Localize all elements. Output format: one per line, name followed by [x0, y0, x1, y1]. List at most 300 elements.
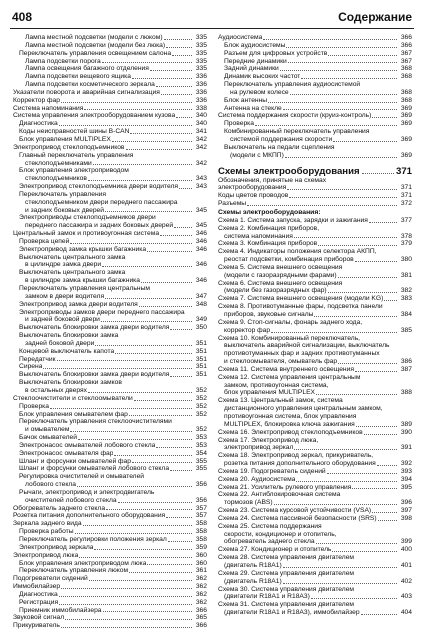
- toc-page-number: 335: [195, 41, 207, 49]
- toc-entry-title: Разъем для цифровых устройств: [224, 49, 328, 57]
- toc-page-number: 343: [195, 183, 207, 191]
- toc-entry[interactable]: [13, 120, 207, 128]
- leader-dots: [372, 117, 397, 118]
- toc-page-number: 346: [195, 230, 207, 238]
- leader-dots: [328, 292, 397, 293]
- toc-entry[interactable]: [13, 536, 207, 544]
- toc-entry-title: розетка питания дополнительного оборудования: [224, 460, 376, 468]
- leader-dots: [316, 543, 397, 544]
- toc-entry[interactable]: [13, 238, 207, 246]
- leader-dots: [355, 371, 397, 372]
- toc-entry[interactable]: [218, 444, 412, 452]
- leader-dots: [61, 627, 192, 628]
- toc-page-number: 403: [400, 593, 412, 601]
- toc-entry[interactable]: [13, 128, 207, 136]
- toc-entry[interactable]: [218, 499, 412, 507]
- leader-dots: [362, 173, 394, 174]
- toc-entry-title: электрооборудования: [218, 184, 287, 192]
- toc-entry-title: Проверка работы: [19, 528, 74, 536]
- leader-dots: [132, 78, 192, 79]
- toc-entry-text: Схема 13. Центральный замок, система: [218, 397, 343, 405]
- toc-entry[interactable]: [218, 578, 412, 586]
- leader-dots: [338, 277, 397, 278]
- leader-dots: [172, 55, 192, 56]
- toc-entry[interactable]: [13, 505, 207, 513]
- toc-entry-title: Обогреватель заднего стекла: [13, 504, 106, 512]
- toc-entry[interactable]: [13, 560, 207, 568]
- toc-entry[interactable]: [13, 528, 207, 536]
- toc-entry-title: Бачок омывателей: [19, 434, 77, 442]
- leader-dots: [294, 449, 397, 450]
- toc-entry-title: Лампа освещения багажного отделения: [25, 65, 149, 73]
- toc-entry[interactable]: [13, 442, 207, 450]
- toc-entry[interactable]: [13, 42, 207, 50]
- toc-page-number: 360: [195, 559, 207, 567]
- toc-entry-title: системой поддержания скорости: [230, 135, 333, 143]
- toc-entry-title: стеклоподъемников: [25, 175, 87, 183]
- toc-entry[interactable]: [13, 356, 207, 364]
- leader-dots: [59, 604, 192, 605]
- toc-entry[interactable]: [218, 112, 412, 120]
- toc-entry-title: Переключатель управления освещением салона: [19, 49, 172, 57]
- toc-entry[interactable]: [13, 246, 207, 254]
- leader-dots: [79, 557, 192, 558]
- toc-entry-title: Блок управления омывателем фар: [19, 410, 128, 418]
- toc-entry-title: Электропривод стеклоподъемников: [13, 143, 125, 151]
- toc-entry-text: Схема 31. Система управления двигателем: [218, 601, 355, 609]
- leader-dots: [156, 447, 192, 448]
- leader-dots: [377, 465, 397, 466]
- toc-entry[interactable]: [13, 73, 207, 81]
- leader-dots: [285, 157, 397, 158]
- toc-page-number: 345: [195, 222, 207, 230]
- toc-page-number: 390: [400, 428, 412, 436]
- leader-dots: [280, 70, 397, 71]
- toc-entry[interactable]: [218, 120, 412, 128]
- toc-entry[interactable]: [13, 387, 207, 395]
- toc-entry-title: в цилиндре замка крышки багажника: [25, 277, 140, 285]
- leader-dots: [356, 426, 397, 427]
- toc-page-number: 367: [400, 57, 412, 65]
- toc-entry[interactable]: [13, 324, 207, 332]
- toc-entry[interactable]: [13, 403, 207, 411]
- toc-page-number: 368: [400, 88, 412, 96]
- toc-entry-text: Переключатель управления центральным: [19, 285, 151, 292]
- toc-entry[interactable]: [13, 207, 207, 215]
- leader-dots: [70, 243, 192, 244]
- leader-dots: [78, 439, 192, 440]
- toc-entry[interactable]: [13, 371, 207, 379]
- toc-entry[interactable]: [218, 468, 412, 476]
- toc-page-number: 352: [195, 426, 207, 434]
- leader-dots: [101, 321, 192, 322]
- toc-entry-title: MULTIPLEX, блокировка ключа зажигания: [224, 420, 355, 428]
- leader-dots: [271, 332, 397, 333]
- toc-entry[interactable]: [218, 515, 412, 523]
- leader-dots: [361, 614, 397, 615]
- toc-entry-title: Схема 23. Система курсовой устойчивости (VSA): [218, 507, 372, 515]
- leader-dots: [287, 189, 397, 190]
- toc-entry-title: лобового стекла: [25, 481, 76, 489]
- toc-entry[interactable]: [218, 507, 412, 515]
- toc-page-number: 383: [400, 295, 412, 303]
- toc-page-number: 368: [400, 73, 412, 81]
- toc-entry[interactable]: [13, 301, 207, 309]
- toc-entry[interactable]: [13, 575, 207, 583]
- toc-page-number: 355: [195, 457, 207, 465]
- toc-entry-text: Электроприводы стеклоподъемников двери: [19, 214, 156, 222]
- leader-dots: [141, 282, 192, 283]
- toc-entry-text: Переключатель управления стеклоочистителями: [19, 418, 172, 426]
- toc-page-number: 387: [400, 365, 412, 373]
- toc-spacer: [218, 160, 412, 164]
- toc-entry[interactable]: [218, 366, 412, 374]
- toc-entry[interactable]: [218, 89, 412, 97]
- toc-entry[interactable]: [13, 175, 207, 183]
- toc-entry[interactable]: [13, 614, 207, 622]
- toc-entry[interactable]: [218, 73, 412, 81]
- toc-entry-title: (двигатель R18A1): [224, 562, 282, 569]
- toc-entry-title: Центральный замок и противоугонная система: [13, 230, 160, 238]
- toc-entry[interactable]: [218, 327, 412, 335]
- toc-page-number: 351: [195, 363, 207, 371]
- toc-page-number: 381: [400, 271, 412, 279]
- toc-page-number: 356: [195, 496, 207, 504]
- toc-page-number: 336: [195, 88, 207, 96]
- toc-entry[interactable]: [218, 105, 412, 113]
- toc-page-number: 402: [400, 577, 412, 585]
- toc-entry-text: Комбинированный переключатель управления: [224, 128, 370, 136]
- toc-page-number: 357: [195, 504, 207, 512]
- leader-dots: [355, 261, 397, 262]
- toc-entry-title: и задней боковой двери: [25, 316, 100, 324]
- toc-page-number: 369: [400, 104, 412, 112]
- leader-dots: [75, 533, 192, 534]
- toc-entry-title: Лампа подсветки порога: [25, 57, 101, 65]
- toc-entry-title: Антенна на стекле: [224, 104, 282, 112]
- leader-dots: [179, 188, 192, 189]
- toc-entry[interactable]: [13, 622, 207, 630]
- toc-entry[interactable]: [218, 562, 412, 570]
- toc-entry[interactable]: [13, 81, 207, 89]
- toc-entry[interactable]: [13, 293, 207, 301]
- toc-entry-title: Схема 19. Подогреватель сидений: [218, 467, 326, 475]
- toc-section-heading[interactable]: [218, 166, 412, 177]
- toc-entry-text: Обозначения, принятые на схемах: [218, 176, 327, 184]
- toc-entry[interactable]: [13, 434, 207, 442]
- toc-entry[interactable]: [13, 426, 207, 434]
- toc-entry[interactable]: [13, 348, 207, 356]
- toc-entry-title: Сирена: [19, 363, 43, 371]
- toc-entry-text: Схема 6. Система внешнего освещения: [218, 279, 343, 287]
- toc-entry-title: электропривод зеркал: [224, 444, 294, 452]
- toc-entry-title: Стеклоочистители и стеклоомыватели: [13, 394, 133, 402]
- toc-entry[interactable]: [13, 261, 207, 269]
- toc-page-number: 362: [195, 590, 207, 598]
- toc-entry-title: (модели без газоразрядных фар): [224, 287, 327, 295]
- toc-entry[interactable]: [218, 42, 412, 50]
- leader-dots: [290, 94, 397, 95]
- leader-dots: [301, 78, 397, 79]
- toc-entry-title: Система поддержания скорости (круиз-контроль): [218, 112, 372, 120]
- toc-entry[interactable]: [218, 421, 412, 429]
- toc-entry[interactable]: [13, 363, 207, 371]
- toc-page-number: 388: [400, 389, 412, 397]
- toc-entry-title: Шланг и форсунки омывателей фар: [19, 457, 131, 465]
- toc-entry[interactable]: [218, 152, 412, 160]
- toc-entry[interactable]: [218, 256, 412, 264]
- toc-page-number: 366: [195, 606, 207, 614]
- toc-page-number: 384: [400, 311, 412, 318]
- leader-dots: [59, 596, 192, 597]
- leader-dots: [160, 235, 192, 236]
- toc-entry[interactable]: [13, 160, 207, 168]
- toc-entry[interactable]: [218, 460, 412, 468]
- toc-entry-text: Схема 29. Система управления двигателем: [218, 569, 355, 577]
- toc-entry-text: Рычаги, электропривод и электродвигатель: [19, 488, 155, 496]
- toc-entry[interactable]: [13, 144, 207, 152]
- leader-dots: [105, 298, 192, 299]
- toc-entry-title: Звуковой сигнал: [13, 614, 65, 622]
- leader-dots: [103, 611, 192, 612]
- toc-entry[interactable]: [13, 58, 207, 66]
- leader-dots: [83, 525, 192, 526]
- leader-dots: [255, 125, 397, 126]
- toc-page-number: 398: [400, 514, 412, 522]
- toc-entry[interactable]: [218, 58, 412, 66]
- toc-entry[interactable]: [13, 97, 207, 105]
- leader-dots: [170, 376, 192, 377]
- leader-dots: [164, 39, 192, 40]
- toc-page-number: 335: [195, 34, 207, 41]
- toc-page-number: 353: [195, 434, 207, 442]
- toc-page-number: 369: [400, 135, 412, 143]
- leader-dots: [364, 434, 397, 435]
- toc-entry[interactable]: [218, 311, 412, 319]
- toc-page-number: 368: [400, 65, 412, 73]
- toc-entry-title: Подогреватели сидений: [13, 575, 88, 583]
- toc-entry-text: Главный переключатель управления: [19, 151, 134, 159]
- toc-entry[interactable]: [218, 184, 412, 192]
- toc-page-number: 386: [400, 358, 412, 366]
- leader-dots: [288, 62, 397, 63]
- toc-entry[interactable]: [218, 609, 412, 617]
- leader-dots: [65, 619, 192, 620]
- toc-entry[interactable]: [13, 395, 207, 403]
- leader-dots: [378, 520, 397, 521]
- leader-dots: [150, 70, 192, 71]
- toc-entry-title: Концевой выключатель капота: [19, 347, 115, 355]
- toc-entry[interactable]: [218, 50, 412, 58]
- toc-entry[interactable]: [13, 105, 207, 113]
- toc-page-number: 346: [195, 277, 207, 285]
- toc-entry[interactable]: [13, 583, 207, 591]
- leader-dots: [352, 488, 397, 489]
- toc-entry[interactable]: [13, 50, 207, 58]
- toc-page-number: 346: [195, 237, 207, 245]
- leader-dots: [59, 125, 192, 126]
- toc-page-number: 400: [400, 546, 412, 554]
- toc-entry-text: Выключатель центрального замка: [19, 253, 126, 261]
- toc-entry[interactable]: [218, 538, 412, 546]
- toc-entry[interactable]: [13, 222, 207, 230]
- toc-entry[interactable]: [13, 340, 207, 348]
- toc-entry-title: Блок управления электроприводом люка: [19, 559, 147, 567]
- toc-entry[interactable]: [218, 240, 412, 248]
- toc-entry-title: Розетка питания дополнительного оборудования: [13, 512, 166, 520]
- toc-entry[interactable]: [13, 544, 207, 552]
- toc-page-number: 358: [195, 536, 207, 543]
- toc-entry-title: Лампа подсветки косметического зеркала: [25, 81, 155, 89]
- toc-entry[interactable]: [218, 200, 412, 208]
- toc-entry[interactable]: [13, 183, 207, 191]
- toc-entry-title: скорости, кондиционер и отопитель,: [224, 530, 337, 538]
- toc-entry-title: стеклоподъемниками: [25, 159, 92, 167]
- toc-page-number: 394: [400, 475, 412, 483]
- toc-entry-title: (модели с МКПП): [230, 151, 284, 159]
- toc-page-number: 352: [195, 402, 207, 410]
- toc-entry-title: блок управления MULTIPLEX: [224, 389, 316, 397]
- toc-entry-title: система напоминания: [224, 232, 293, 240]
- toc-entry[interactable]: [218, 287, 412, 295]
- toc-entry[interactable]: [218, 136, 412, 144]
- toc-entry[interactable]: [218, 295, 412, 303]
- toc-entry-title: и стеклоомывателя, омыватель фар: [224, 358, 338, 366]
- toc-entry[interactable]: [13, 316, 207, 324]
- toc-page-number: 358: [195, 528, 207, 536]
- leader-dots: [129, 572, 192, 573]
- toc-entry[interactable]: [13, 591, 207, 599]
- toc-entry[interactable]: [13, 481, 207, 489]
- toc-entry[interactable]: [13, 552, 207, 560]
- toc-entry-title: замком в двери водителя: [25, 292, 105, 300]
- toc-entry[interactable]: [13, 450, 207, 458]
- toc-page-number: 366: [400, 41, 412, 49]
- toc-entry-title: Диагностика: [19, 590, 58, 598]
- toc-entry-text: Схема 10. Комбинированный переключатель,: [218, 334, 361, 342]
- toc-entry[interactable]: [13, 112, 207, 120]
- toc-page-number: 368: [400, 96, 412, 104]
- toc-entry[interactable]: [218, 97, 412, 105]
- leader-dots: [147, 564, 192, 565]
- toc-entry[interactable]: [13, 136, 207, 144]
- toc-entry[interactable]: [218, 217, 412, 225]
- toc-entry[interactable]: [13, 607, 207, 615]
- toc-entry[interactable]: [13, 497, 207, 505]
- toc-entry-title: Задний динамики: [224, 65, 279, 73]
- toc-entry-text: Схема 17. Электропривод люка,: [218, 436, 319, 444]
- toc-entry[interactable]: [13, 89, 207, 97]
- toc-entry[interactable]: [218, 429, 412, 437]
- toc-section-title: Схемы электрооборудования: [218, 165, 360, 177]
- toc-entry[interactable]: [218, 358, 412, 366]
- toc-page-number: 360: [195, 551, 207, 559]
- toc-entry-text: Схема 25. Система поддержания: [218, 522, 322, 530]
- leader-dots: [134, 400, 192, 401]
- leader-dots: [328, 55, 397, 56]
- leader-dots: [112, 141, 192, 142]
- toc-entry[interactable]: [218, 192, 412, 200]
- toc-entry[interactable]: [13, 230, 207, 238]
- toc-entry[interactable]: [13, 167, 207, 175]
- leader-dots: [283, 109, 397, 110]
- toc-page-number: 362: [195, 598, 207, 606]
- toc-page-number: 392: [400, 460, 412, 468]
- toc-entry[interactable]: [218, 546, 412, 554]
- toc-page-number: 351: [195, 355, 207, 363]
- toc-entry[interactable]: [13, 277, 207, 285]
- toc-page-number: 365: [195, 614, 207, 622]
- leader-dots: [84, 109, 192, 110]
- toc-entry[interactable]: [13, 567, 207, 575]
- toc-entry-title: приборов, звуковые сигналы: [224, 311, 314, 318]
- toc-entry-title: Схема 3. Комбинация приборов: [218, 240, 318, 248]
- toc-entry[interactable]: [13, 520, 207, 528]
- leader-dots: [139, 306, 192, 307]
- toc-page-number: 352: [195, 386, 207, 394]
- leader-dots: [283, 567, 397, 568]
- toc-entry[interactable]: [13, 512, 207, 520]
- toc-page-number: 351: [195, 371, 207, 379]
- toc-page-number: 366: [195, 622, 207, 630]
- toc-entry-title: Аудиосистема: [218, 34, 263, 41]
- toc-page-number: 358: [195, 520, 207, 528]
- toc-entry-text: Выключатель центрального замка: [19, 269, 126, 277]
- toc-page-number: 349: [195, 316, 207, 324]
- toc-entry-text: Схема 2. Комбинация приборов,: [218, 224, 320, 232]
- toc-page-number: 340: [195, 112, 207, 120]
- toc-entry-text: Выключатель блокировки замков: [19, 379, 122, 387]
- toc-entry[interactable]: [218, 272, 412, 280]
- toc-entry-title: Коды цветов проводов: [218, 192, 289, 200]
- toc-entry-title: Динамик высоких частот: [224, 73, 301, 81]
- toc-page-number: 336: [195, 73, 207, 81]
- toc-page-number: 335: [195, 57, 207, 65]
- toc-entry[interactable]: [13, 65, 207, 73]
- toc-entry[interactable]: [218, 593, 412, 601]
- toc-entry[interactable]: [13, 411, 207, 419]
- toc-page-number: 401: [400, 562, 412, 569]
- toc-entry-text: Схема 8. Противотуманные фары, подсветка панели: [218, 303, 383, 311]
- toc-entry-title: Схема 20. Аудиосистема: [218, 475, 296, 483]
- toc-entry-title: Лампа местной подсветки (модели без люка): [25, 41, 166, 49]
- toc-entry[interactable]: [218, 34, 412, 42]
- leader-dots: [130, 133, 192, 134]
- toc-page-number: 389: [400, 420, 412, 428]
- leader-dots: [311, 598, 397, 599]
- toc-entry-title: Прикуриватель: [13, 622, 60, 630]
- toc-page-number: 395: [400, 483, 412, 491]
- toc-entry-title: Зеркала заднего вида: [13, 520, 82, 528]
- toc-entry-title: Схема 1. Система запуска, зарядки и зажигания: [218, 216, 368, 224]
- toc-page-number: 335: [195, 49, 207, 57]
- toc-entry[interactable]: [218, 531, 412, 539]
- toc-entry-title: Переключатель управления люком: [19, 567, 129, 575]
- toc-entry[interactable]: [218, 233, 412, 241]
- toc-entry[interactable]: [13, 34, 207, 42]
- toc-entry[interactable]: [218, 65, 412, 73]
- leader-dots: [314, 316, 397, 317]
- toc-page-number: 393: [400, 467, 412, 475]
- toc-entry[interactable]: [218, 476, 412, 484]
- toc-page-number: 357: [195, 512, 207, 520]
- toc-entry[interactable]: [13, 458, 207, 466]
- toc-entry-title: Лампа местной подсветки (модели с люком): [25, 34, 163, 41]
- toc-page-number: 371: [400, 192, 412, 200]
- toc-entry-title: Регистрация: [19, 598, 59, 606]
- toc-entry-title: очистителей лобового стекла: [25, 496, 117, 504]
- toc-page-number: 346: [195, 261, 207, 269]
